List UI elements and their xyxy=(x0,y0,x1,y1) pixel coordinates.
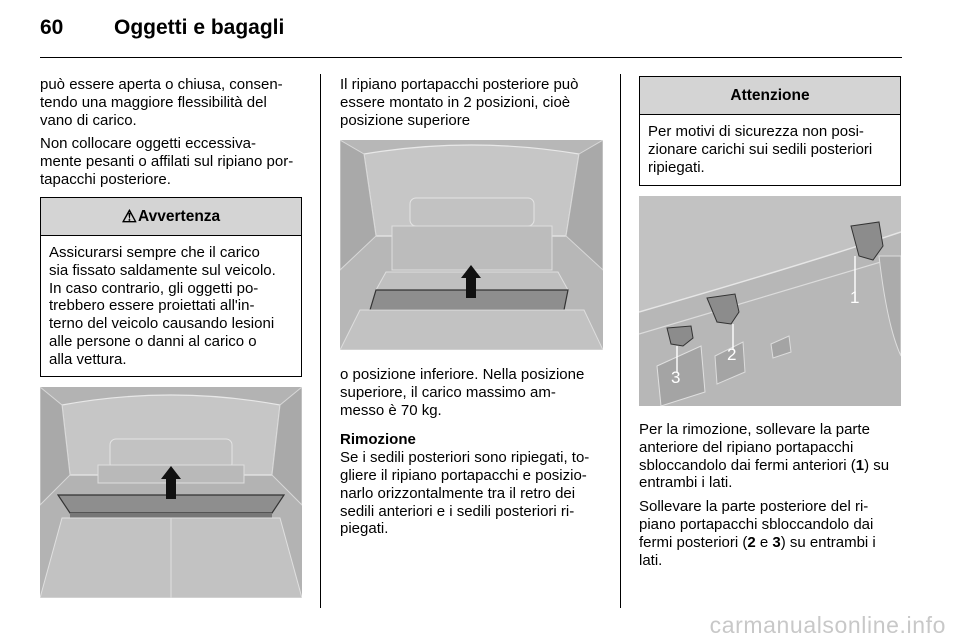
column-1 xyxy=(40,76,310,189)
cargo-shelf-upper-illustration xyxy=(340,140,603,350)
col1-paragraph-1: può essere aperta o chiusa, consen- tendo una maggiore flessibilità del vano di carico. xyxy=(40,76,283,129)
warning-title: Avvertenza xyxy=(138,207,221,225)
warning-triangle-icon: ⚠ xyxy=(121,206,138,226)
warning-header xyxy=(41,198,301,236)
callout-3: 3 xyxy=(671,368,681,387)
header-rule xyxy=(40,57,902,58)
section-title-rimozione: Rimozione xyxy=(340,431,416,449)
column-2 xyxy=(340,76,608,129)
warning-body: Assicurarsi sempre che il carico sia fissato saldamente sul veicolo. In caso contrario, gli oggetti po- trebbero essere proiettati all'in- terno del veicolo causando lesioni alle persone o danni al carico o alla vettura. xyxy=(49,244,276,368)
callout-2: 2 xyxy=(727,345,737,364)
page-number: 60 xyxy=(40,16,64,39)
col1-paragraph-2: Non collocare oggetti eccessiva- mente pesanti o affilati sul ripiano por- tapacchi posteriore. xyxy=(40,135,294,188)
attention-body: Per motivi di sicurezza non posi- zionare carichi sui sedili posteriori ripiegati. xyxy=(648,123,873,176)
shelf-fasteners-illustration xyxy=(639,196,901,406)
col2-paragraph-2: o posizione inferiore. Nella posizione superiore, il carico massimo am- messo è 70 kg. xyxy=(340,366,585,419)
col3-paragraph-1: Per la rimozione, sollevare la parte anteriore del ripiano portapacchi sbloccandolo dai fermi anteriori (1) su entrambi i lati. xyxy=(639,421,890,492)
callout-1: 1 xyxy=(850,288,860,307)
column-divider-2 xyxy=(620,74,621,608)
col2-paragraph-1: Il ripiano portapacchi posteriore può essere montato in 2 posizioni, cioè posizione superiore xyxy=(340,76,579,129)
col3-paragraph-2: Sollevare la parte posteriore del ri- piano portapacchi sbloccandolo dai fermi posteriori (2 e 3) su entrambi i lati. xyxy=(639,498,876,569)
attention-header xyxy=(640,77,900,115)
column-divider-1 xyxy=(320,74,321,608)
page-header xyxy=(40,16,284,40)
watermark: carmanualsonline.info xyxy=(709,612,946,638)
attention-box xyxy=(639,76,901,186)
column-2-lower xyxy=(340,366,608,538)
warning-box xyxy=(40,197,302,377)
attention-title: Attenzione xyxy=(730,86,810,104)
column-3-lower xyxy=(639,421,907,569)
col2-paragraph-3: Se i sedili posteriori sono ripiegati, to- gliere il ripiano portapacchi e posizio- narlo orizzontalmente tra il retro dei sedili anteriori e i sedili posteriori ri- piegati. xyxy=(340,449,590,538)
page-title: Oggetti e bagagli xyxy=(114,16,285,39)
cargo-shelf-lower-illustration xyxy=(40,387,302,598)
